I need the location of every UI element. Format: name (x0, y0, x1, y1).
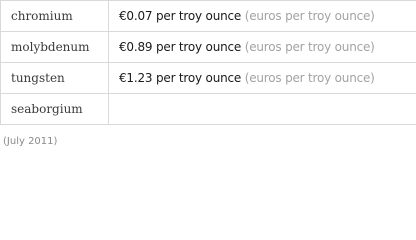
price-unit-note: (euros per troy ounce) (244, 71, 375, 85)
table-row (1, 32, 416, 63)
price-value: €1.23 per troy ounce (119, 71, 242, 85)
element-name-cell: seaborgium (1, 94, 109, 125)
price-cell (109, 63, 416, 94)
date-footnote: (July 2011) (3, 136, 58, 147)
table-row (1, 63, 416, 94)
price-cell (109, 32, 416, 63)
price-value: €0.07 per troy ounce (119, 9, 242, 23)
price-cell-empty (109, 94, 416, 125)
table-row (1, 94, 416, 125)
price-unit-note: (euros per troy ounce) (244, 9, 375, 23)
table-row (1, 1, 416, 32)
element-name-cell: tungsten (1, 63, 109, 94)
element-name-cell: molybdenum (1, 32, 109, 63)
price-value: €0.89 per troy ounce (119, 40, 242, 54)
price-cell (109, 1, 416, 32)
element-name-cell: chromium (1, 1, 109, 32)
price-unit-note: (euros per troy ounce) (244, 40, 375, 54)
